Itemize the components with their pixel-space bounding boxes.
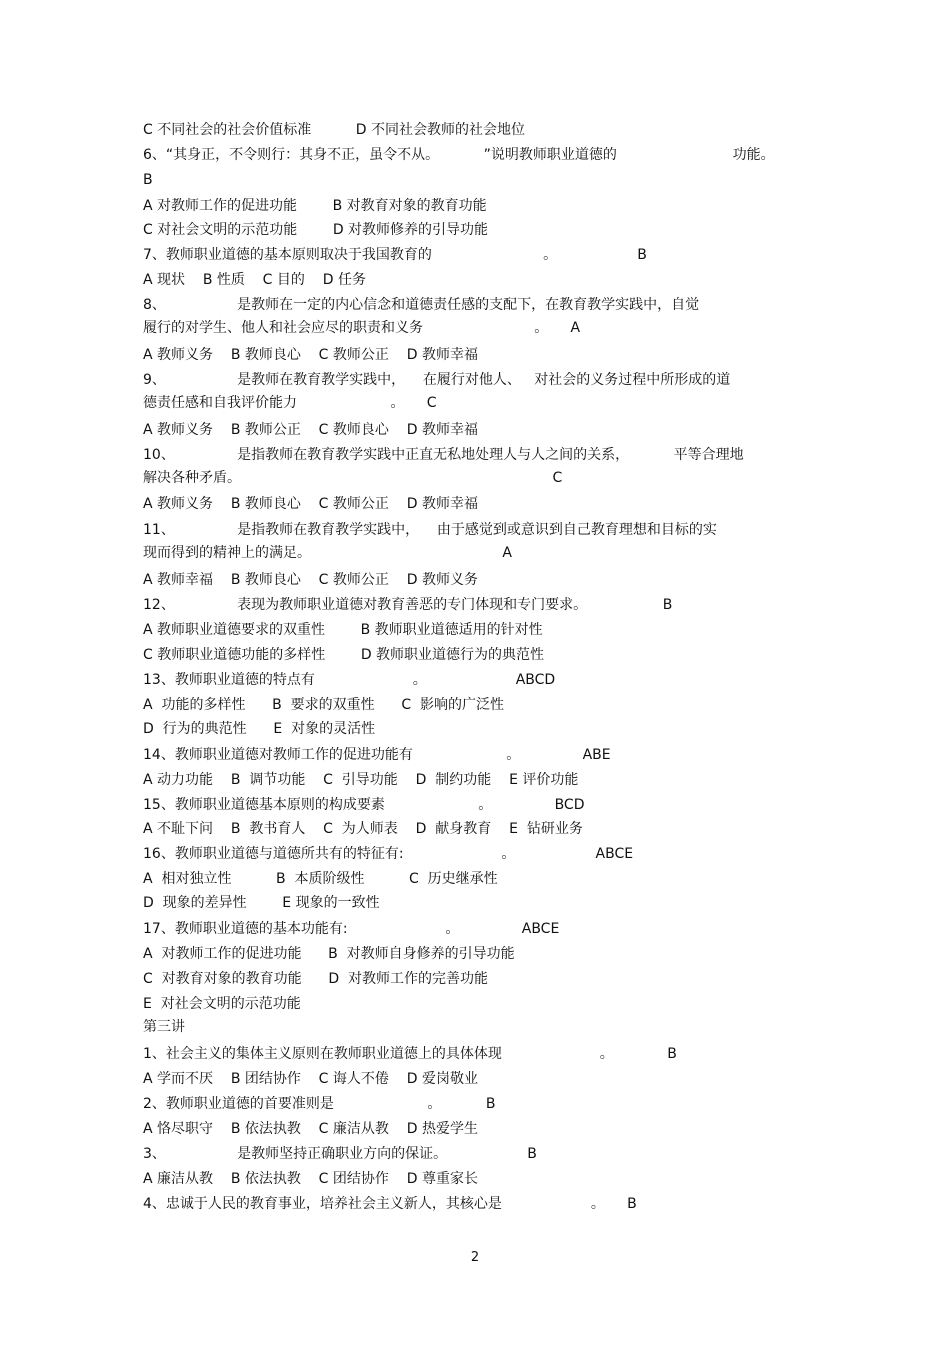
text-line: D 行为的典范性 E 对象的灵活性 (143, 721, 376, 737)
text-line: A 教师义务 B 教师良心 C 教师公正 D 教师幸福 (143, 496, 478, 512)
text-line: A 恪尽职守 B 依法执教 C 廉洁从教 D 热爱学生 (143, 1121, 478, 1137)
text-line: 2、教师职业道德的首要准则是 。 B (143, 1096, 496, 1112)
text-line: 7、教师职业道德的基本原则取决于我国教育的 。 B (143, 247, 647, 263)
text-line: A 动力功能 B 调节功能 C 引导功能 D 制约功能 E 评价功能 (143, 772, 579, 788)
text-line: A 对教师工作的促进功能 B 对教育对象的教育功能 (143, 198, 487, 214)
text-line: A 教师义务 B 教师公正 C 教师良心 D 教师幸福 (143, 422, 478, 438)
text-line: A 不耻下问 B 教书育人 C 为人师表 D 献身教育 E 钻研业务 (143, 821, 583, 837)
text-line: 12、 表现为教师职业道德对教育善恶的专门体现和专门要求。 B (143, 597, 673, 613)
text-line: 现而得到的精神上的满足。 A (143, 545, 512, 561)
page-number: 2 (470, 1250, 480, 1265)
text-line: D 现象的差异性 E 现象的一致性 (143, 895, 380, 911)
text-line: B (143, 172, 153, 188)
text-line: A 相对独立性 B 本质阶级性 C 历史继承性 (143, 871, 498, 887)
text-line: E 对社会文明的示范功能 (143, 996, 301, 1012)
text-line: 9、 是教师在教育教学实践中， 在履行对他人、 对社会的义务过程中所形成的道 (143, 372, 731, 388)
text-line: 6、“其身正，不令则行：其身不正，虽令不从。 ”说明教师职业道德的 功能。 (143, 147, 775, 163)
text-line: A 教师幸福 B 教师良心 C 教师公正 D 教师义务 (143, 572, 478, 588)
text-line: A 对教师工作的促进功能 B 对教师自身修养的引导功能 (143, 946, 515, 962)
text-line: 解决各种矛盾。 C (143, 470, 563, 486)
text-line: 11、 是指教师在教育教学实践中， 由于感觉到或意识到自己教育理想和目标的实 (143, 522, 717, 538)
text-line: 14、教师职业道德对教师工作的促进功能有 。 ABE (143, 747, 611, 763)
text-line: 1、社会主义的集体主义原则在教师职业道德上的具体体现 。 B (143, 1046, 677, 1062)
text-line: C 对社会文明的示范功能 D 对教师修养的引导功能 (143, 222, 489, 238)
text-line: 16、教师职业道德与道德所共有的特征有: 。 ABCE (143, 846, 634, 862)
text-line: 8、 是教师在一定的内心信念和道德责任感的支配下，在教育教学实践中，自觉 (143, 297, 700, 313)
text-line: C 对教育对象的教育功能 D 对教师工作的完善功能 (143, 971, 489, 987)
text-line: 履行的对学生、他人和社会应尽的职责和义务 。 A (143, 320, 581, 336)
text-line: A 廉洁从教 B 依法执教 C 团结协作 D 尊重家长 (143, 1171, 478, 1187)
text-line: 第三讲 (143, 1019, 185, 1035)
text-line: 17、教师职业道德的基本功能有: 。 ABCE (143, 921, 560, 937)
text-line: 10、 是指教师在教育教学实践中正直无私地处理人与人之间的关系， 平等合理地 (143, 447, 744, 463)
text-line: A 功能的多样性 B 要求的双重性 C 影响的广泛性 (143, 697, 505, 713)
text-line: C 教师职业道德功能的多样性 D 教师职业道德行为的典范性 (143, 647, 545, 663)
text-line: 3、 是教师坚持正确职业方向的保证。 B (143, 1146, 537, 1162)
text-line: A 教师职业道德要求的双重性 B 教师职业道德适用的针对性 (143, 622, 543, 638)
text-line: 德责任感和自我评价能力 。 C (143, 395, 437, 411)
text-line: 4、忠诚于人民的教育事业，培养社会主义新人，其核心是 。 B (143, 1196, 637, 1212)
text-line: A 学而不厌 B 团结协作 C 诲人不倦 D 爱岗敬业 (143, 1071, 478, 1087)
text-line: C 不同社会的社会价值标准 D 不同社会教师的社会地位 (143, 122, 525, 138)
text-line: 15、教师职业道德基本原则的构成要素 。 BCD (143, 797, 585, 813)
text-line: A 教师义务 B 教师良心 C 教师公正 D 教师幸福 (143, 347, 478, 363)
text-line: A 现状 B 性质 C 目的 D 任务 (143, 272, 366, 288)
text-line: 13、教师职业道德的特点有 。 ABCD (143, 672, 556, 688)
